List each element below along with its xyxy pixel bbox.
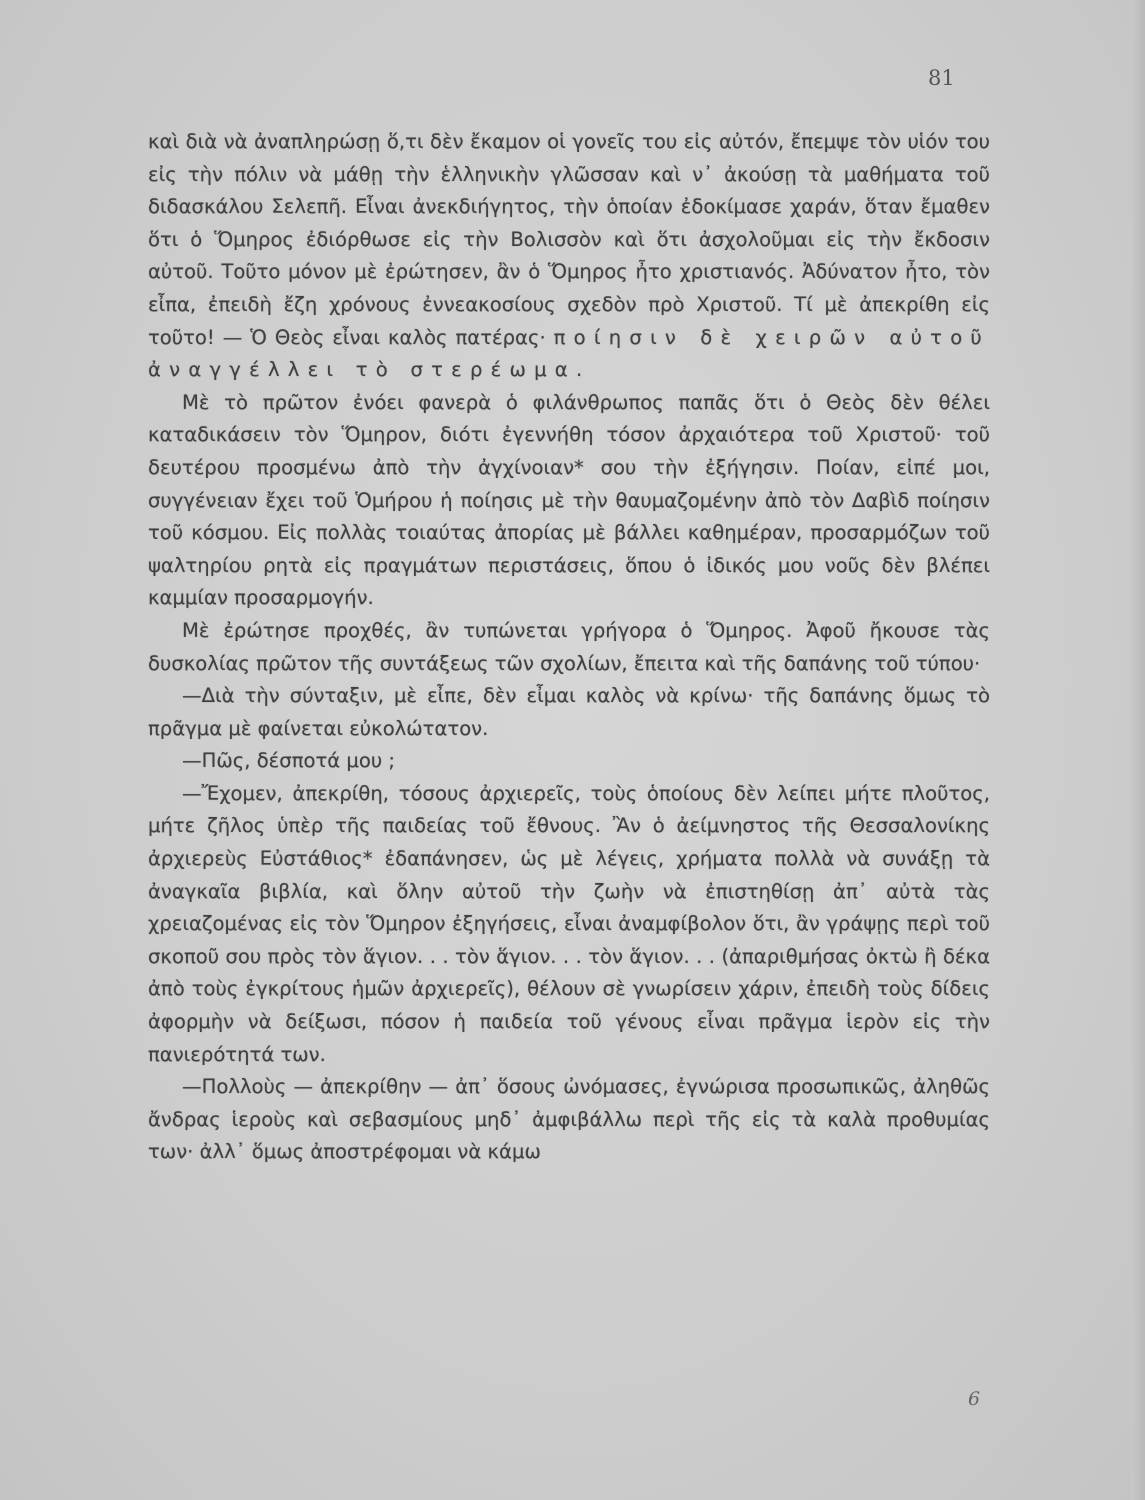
dialogue-4: —Πολλοὺς — ἀπεκρίθην — ἀπ᾽ ὅσους ὠνόμασες, ἐγνώρισα προσωπικῶς, ἀληθῶς ἄνδρας ἱεροὺς καὶ σεβασμίους μηδ᾽ ἀμφιβάλλω περὶ τῆς εἰς τὰ καλὰ προθυμίας των· ἀλλ᾽ ὅμως ἀποστρέφομαι νὰ κάμω [148, 1075, 990, 1164]
signature-mark: 6 [968, 1388, 981, 1410]
paragraph-1 [148, 126, 990, 387]
dialogue-2: —Πῶς, δέσποτά μου ; [182, 749, 396, 773]
page-edge [1131, 0, 1145, 1500]
psalm-quote: ποίησιν δὲ χειρῶν αὐτοῦ ἀναγγέλλει τὸ στερέωμα. [148, 325, 990, 382]
paragraph-3: Μὲ ἐρώτησε προχθές, ἂν τυπώνεται γρήγορα ὁ Ὅμηρος. Ἀφοῦ ἤκουσε τὰς δυσκολίας πρῶτον τῆς συντάξεως τῶν σχολίων, ἔπειτα καὶ τῆς δαπάνης τοῦ τύπου· [148, 618, 990, 675]
body-text [148, 126, 990, 1169]
paragraph-1-text: καὶ διὰ νὰ ἀναπληρώσῃ ὅ,τι δὲν ἔκαμον οἱ γονεῖς του εἰς αὐτόν, ἔπεμψε τὸν υἱόν του εἰς τὴν πόλιν νὰ μάθῃ τὴν ἑλληνικὴν γλῶσσαν καὶ ν᾽ ἀκούσῃ τὰ μαθήματα τοῦ διδασκάλου Σελεπῆ. Εἶναι ἀνεκδιήγητος, τὴν ὁποίαν ἐδοκίμασε χαράν, ὅταν ἔμαθεν ὅτι ὁ Ὅμηρος ἐδιόρθωσε εἰς τὴν Βολισσὸν καὶ ὅτι ἀσχολοῦμαι εἰς τὴν ἔκδοσιν αὐτοῦ. Τοῦτο μόνον μὲ ἐρώτησεν, ἂν ὁ Ὅμηρος ἦτο χριστιανός. Ἀδύνατον ἦτο, τὸν εἶπα, ἐπειδὴ ἔζη χρόνους ἐννεακοσίους σχεδὸν πρὸ Χριστοῦ. Τί μὲ ἀπεκρίθη εἰς τοῦτο! — Ὁ Θεὸς εἶναι καλὸς πατέρας· [148, 130, 990, 349]
dialogue-3: —Ἔχομεν, ἀπεκρίθη, τόσους ἀρχιερεῖς, τοὺς ὁποίους δὲν λείπει μήτε πλοῦτος, μήτε ζῆλος ὑπὲρ τῆς παιδείας τοῦ ἔθνους. Ἂν ὁ ἀείμνηστος τῆς Θεσσαλονίκης ἀρχιερεὺς Εὐστάθιος* ἐδαπάνησεν, ὡς μὲ λέγεις, χρήματα πολλὰ νὰ συνάξῃ τὰ ἀναγκαῖα βιβλία, καὶ ὅλην αὐτοῦ τὴν ζωὴν νὰ ἐπιστηθίσῃ ἀπ᾽ αὐτὰ τὰς χρειαζομένας εἰς τὸν Ὅμηρον ἐξηγήσεις, εἶναι ἀναμφίβολον ὅτι, ἂν γράψῃς περὶ τοῦ σκοποῦ σου πρὸς τὸν ἅγιον. . . τὸν ἅγιον. . . τὸν ἅγιον. . . (ἀπαριθμήσας ὀκτὼ ἢ δέκα ἀπὸ τοὺς ἐγκρίτους ἡμῶν ἀρχιερεῖς), θέλουν σὲ γνωρίσειν χάριν, ἐπειδὴ τοὺς δίδεις ἀφορμὴν νὰ δείξωσι, πόσον ἡ παιδεία τοῦ γένους εἶναι πρᾶγμα ἱερὸν εἰς τὴν πανιερότητά των. [148, 781, 990, 1066]
paragraph-2: Μὲ τὸ πρῶτον ἐνόει φανερὰ ὁ φιλάνθρωπος παπᾶς ὅτι ὁ Θεὸς δὲν θέλει καταδικάσειν τὸν Ὅμηρον, διότι ἐγεννήθη τόσον ἀρχαιότερα τοῦ Χριστοῦ· τοῦ δευτέρου προσμένω ἀπὸ τὴν ἀγχίνοιαν* σου τὴν ἐξήγησιν. Ποίαν, εἰπέ μοι, συγγένειαν ἔχει τοῦ Ὁμήρου ἡ ποίησις μὲ τὴν θαυμαζομένην ἀπὸ τὸν Δαβὶδ ποίησιν τοῦ κόσμου. Εἰς πολλὰς τοιαύτας ἀπορίας μὲ βάλλει καθημέραν, προσαρμόζων τοῦ ψαλτηρίου ρητὰ εἰς πραγμάτων περιστάσεις, ὅπου ὁ ἰδικός μου νοῦς δὲν βλέπει καμμίαν προσαρμογήν. [148, 390, 990, 610]
page-number: 81 [928, 66, 955, 90]
dialogue-1: —Διὰ τὴν σύνταξιν, μὲ εἶπε, δὲν εἶμαι καλὸς νὰ κρίνω· τῆς δαπάνης ὅμως τὸ πρᾶγμα μὲ φαίνεται εὐκολώτατον. [148, 684, 990, 740]
